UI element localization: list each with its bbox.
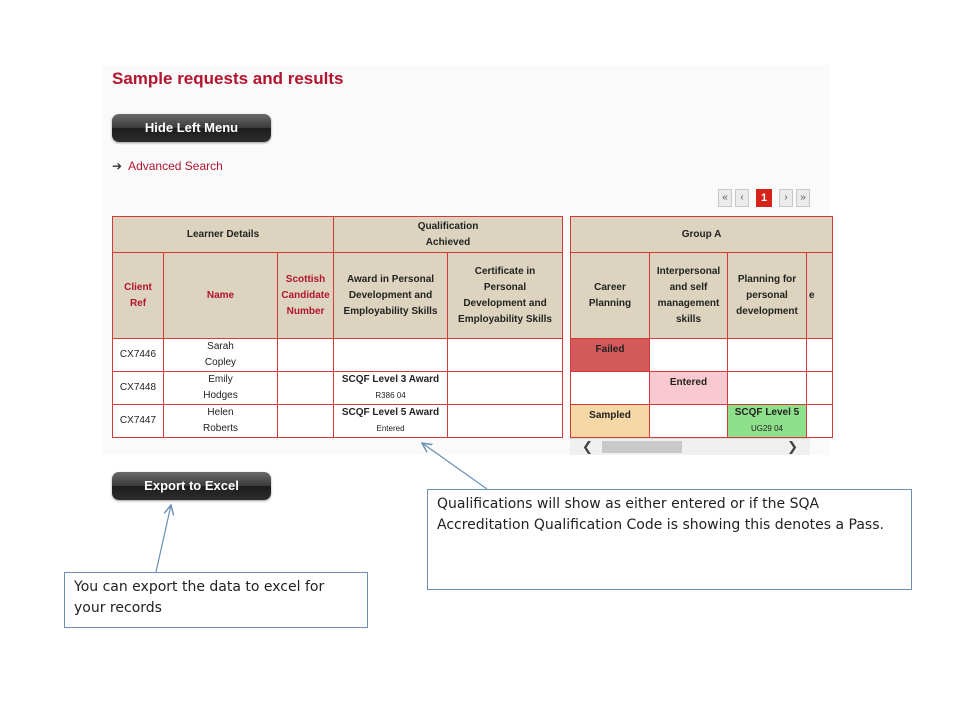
prev-page-button[interactable]: ‹ <box>735 189 749 207</box>
name-cell: Emily Hodges <box>164 372 278 405</box>
interpersonal-header: Interpersonal and self management skills <box>650 253 728 339</box>
qualifications-callout: Qualifications will show as either entered or if the SQA Accreditation Qualification Code is showing this denotes a Pass. <box>427 489 912 590</box>
export-callout: You can export the data to excel for your records <box>64 572 368 628</box>
truncated-header: e <box>807 253 833 339</box>
client-ref-cell: CX7447 <box>113 405 164 438</box>
last-page-button[interactable]: » <box>796 189 810 207</box>
scottish-candidate-number-header[interactable]: Scottish Candidate Number <box>278 253 334 339</box>
chevron-right-icon[interactable]: ❯ <box>787 439 798 454</box>
award-cell: SCQF Level 3 Award R386 04 <box>334 372 448 405</box>
first-page-button[interactable]: « <box>718 189 732 207</box>
client-ref-header[interactable]: Client Ref <box>113 253 164 339</box>
name-cell: Sarah Copley <box>164 339 278 372</box>
name-header[interactable]: Name <box>164 253 278 339</box>
qualification-achieved-header: Qualification Achieved <box>334 217 563 253</box>
award-cell: SCQF Level 5 Award Entered <box>334 405 448 438</box>
advanced-search-label: Advanced Search <box>128 159 223 173</box>
current-page-button[interactable]: 1 <box>756 189 772 207</box>
client-ref-cell: CX7448 <box>113 372 164 405</box>
next-page-button[interactable]: › <box>779 189 793 207</box>
qualifications-arrow <box>422 443 487 489</box>
interpersonal-cell: Entered <box>650 372 728 405</box>
client-ref-cell: CX7446 <box>113 339 164 372</box>
chevron-left-icon[interactable]: ❮ <box>582 439 593 454</box>
planning-header: Planning for personal development <box>728 253 807 339</box>
hide-left-menu-button[interactable]: Hide Left Menu <box>112 114 271 142</box>
certificate-header: Certificate in Personal Development and Employability Skills <box>448 253 563 339</box>
page-title: Sample requests and results <box>112 69 344 88</box>
export-to-excel-button[interactable]: Export to Excel <box>112 472 271 500</box>
planning-cell: SCQF Level 5 UG29 04 <box>728 405 807 438</box>
career-cell: Sampled <box>571 405 650 438</box>
career-cell: Failed <box>571 339 650 372</box>
award-header: Award in Personal Development and Employability Skills <box>334 253 448 339</box>
career-planning-header: Career Planning <box>571 253 650 339</box>
learner-details-header: Learner Details <box>113 217 334 253</box>
group-a-header: Group A <box>571 217 833 253</box>
export-arrow <box>156 505 171 572</box>
arrow-right-icon: ➔ <box>112 159 123 173</box>
name-cell: Helen Roberts <box>164 405 278 438</box>
